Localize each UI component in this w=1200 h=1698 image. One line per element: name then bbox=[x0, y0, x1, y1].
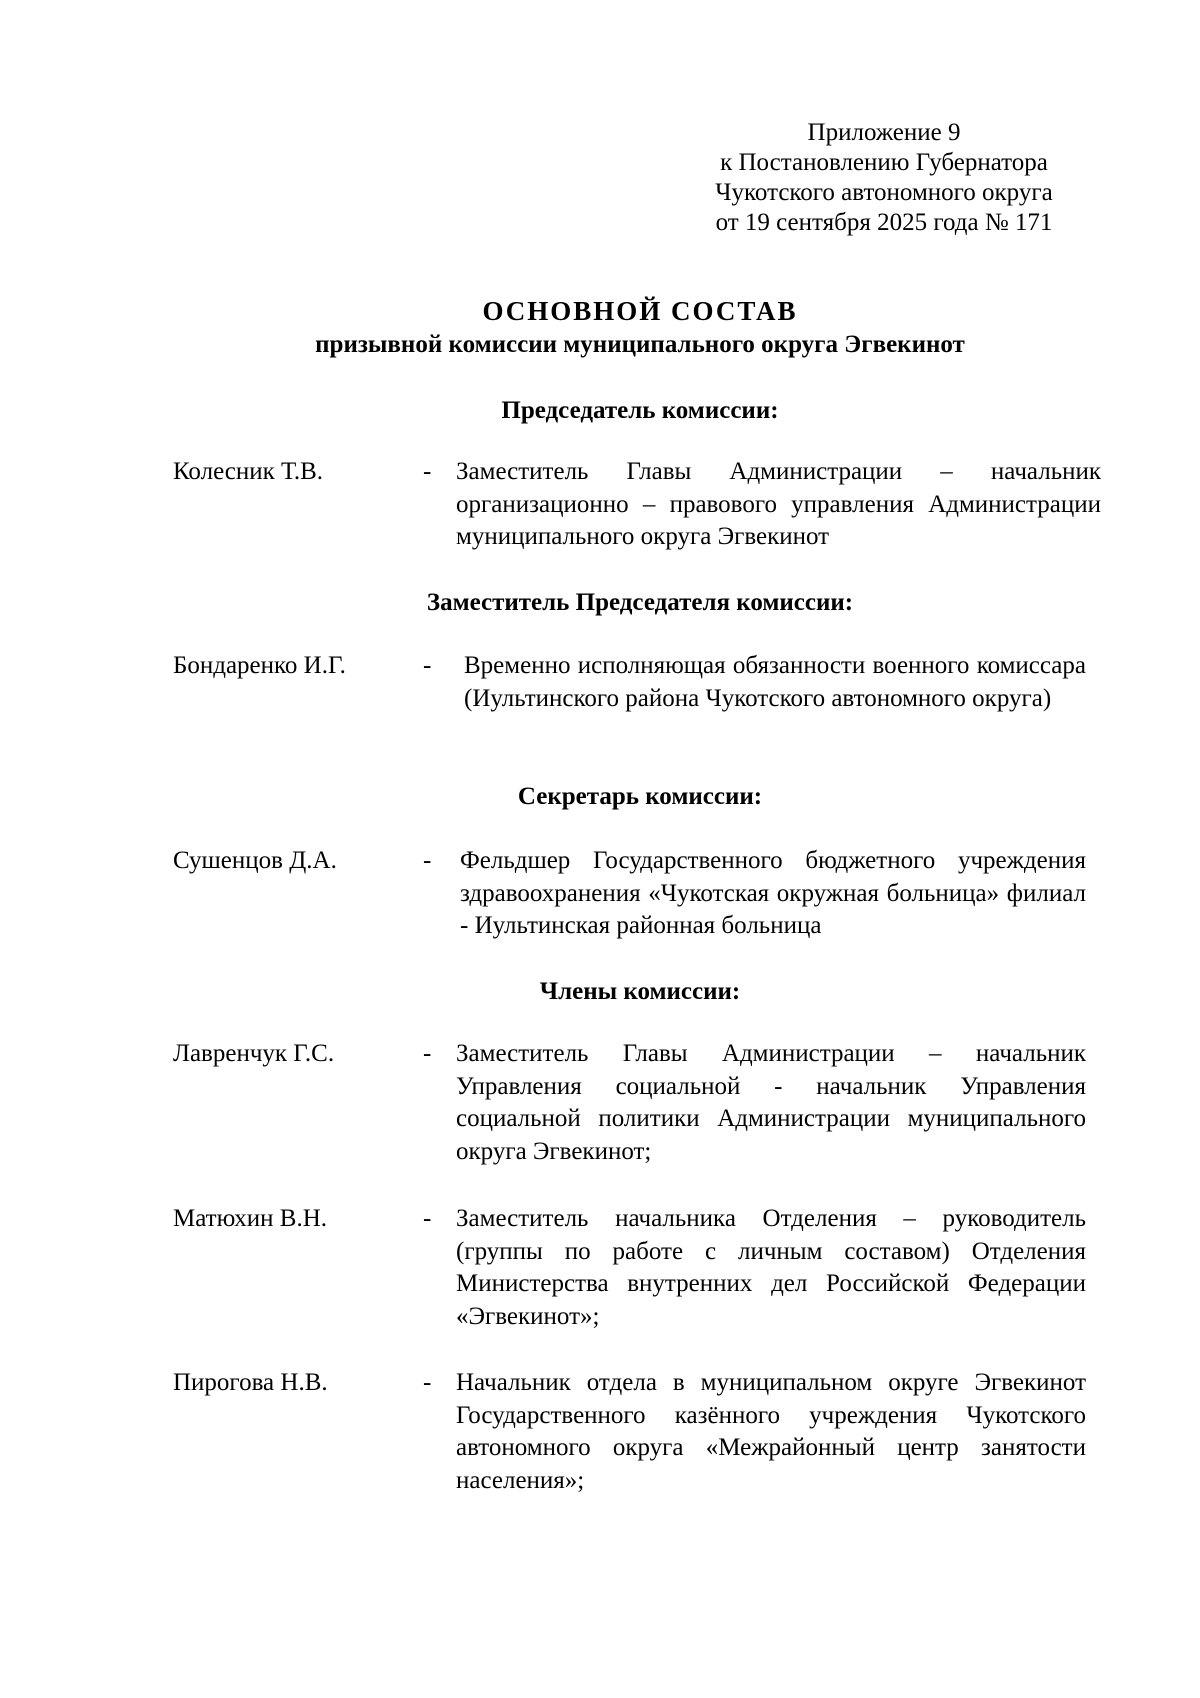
separator-dash: - bbox=[423, 1040, 432, 1067]
person-position: Начальник отдела в муниципальном округе Эгвекинот Государственного казённого учреждения Чукотского автономного округа «Межрайонный центр занятости населения»; bbox=[456, 1369, 1086, 1494]
person-position: Заместитель Главы Администрации – начальник организационно – правового управления Администрации муниципального округа Эгвекинот bbox=[456, 458, 1101, 550]
appendix-line-1: Приложение 9 bbox=[807, 119, 961, 146]
appendix-line-4: от 19 сентября 2025 года № 171 bbox=[715, 209, 1053, 236]
separator-dash: - bbox=[423, 652, 432, 679]
appendix-line-3: Чукотского автономного округа bbox=[715, 179, 1053, 206]
person-name: Колесник Т.В. bbox=[173, 458, 323, 485]
person-position: Заместитель начальника Отделения – руководитель (группы по работе с личным составом) Отделения Министерства внутренних дел Российской Федерации «Эгвекинот»; bbox=[456, 1205, 1086, 1330]
document-title bbox=[170, 293, 1110, 361]
person-position: Временно исполняющая обязанности военного комиссара (Иультинского района Чукотского автономного округа) bbox=[464, 652, 1086, 712]
person-name: Матюхин В.Н. bbox=[173, 1205, 328, 1232]
secretary-heading: Секретарь комиссии: bbox=[517, 783, 763, 810]
person-name: Бондаренко И.Г. bbox=[173, 652, 346, 679]
members-heading: Члены комиссии: bbox=[539, 978, 741, 1005]
person-name: Сушенцов Д.А. bbox=[173, 847, 337, 874]
person-position: Фельдшер Государственного бюджетного учреждения здравоохранения «Чукотская окружная больница» филиал - Иультинская районная больница bbox=[460, 847, 1086, 939]
sub-title: призывной комиссии муниципального округа Эгвекинот bbox=[315, 331, 965, 358]
separator-dash: - bbox=[423, 458, 432, 485]
person-name: Лавренчук Г.С. bbox=[173, 1040, 335, 1067]
separator-dash: - bbox=[423, 1205, 432, 1232]
deputy-heading: Заместитель Председателя комиссии: bbox=[426, 589, 854, 616]
person-name: Пирогова Н.В. bbox=[173, 1369, 328, 1396]
appendix-line-2: к Постановлению Губернатора bbox=[720, 149, 1048, 176]
separator-dash: - bbox=[423, 1369, 432, 1396]
chairman-heading: Председатель комиссии: bbox=[501, 397, 779, 424]
main-title: ОСНОВНОЙ СОСТАВ bbox=[482, 296, 798, 326]
appendix-header bbox=[700, 118, 1068, 238]
person-position: Заместитель Главы Администрации – начальник Управления социальной - начальник Управления социальной политики Администрации муниципального округа Эгвекинот; bbox=[456, 1040, 1086, 1165]
separator-dash: - bbox=[423, 847, 432, 874]
